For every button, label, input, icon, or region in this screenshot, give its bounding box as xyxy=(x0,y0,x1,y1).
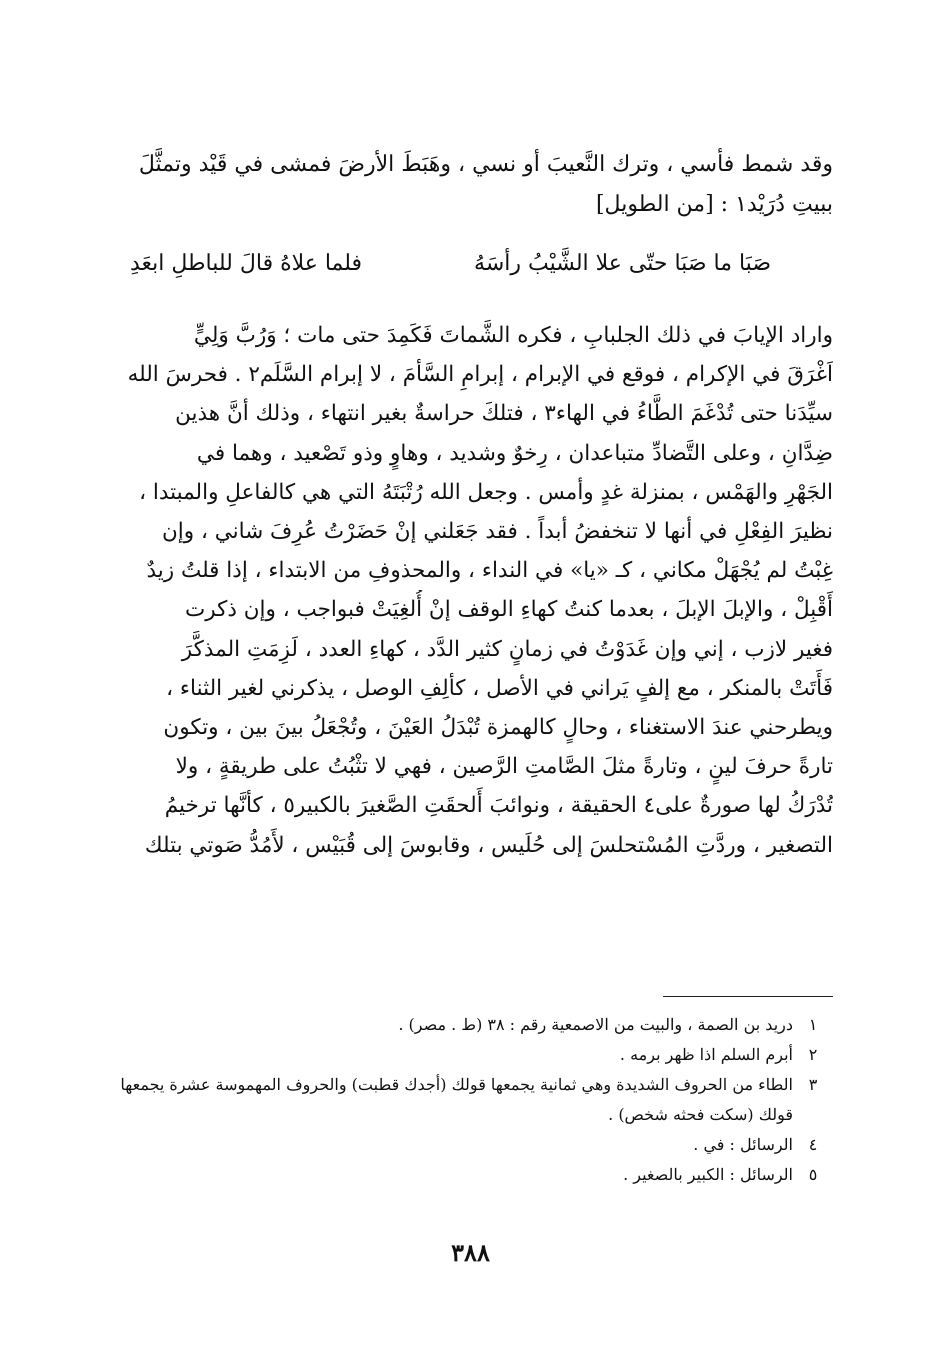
body-line: ويطرحني عندَ الاستغناء ، وحالٍ كالهمزة تُبْدَلُ العَيْنَ ، وتُجْعَلُ بينَ بين ، وتكون xyxy=(163,715,833,741)
body-line: نظيرَ الفِعْلِ في أنها لا تنخفضُ أبداً . فقد جَعَلني إنْ حَضَرْتُ عُرِفَ شاني ، وإن xyxy=(162,519,833,545)
body-line: أَقْبِلْ ، والإبلَ الإبلَ ، بعدما كنتُ كهاءِ الوقف إنْ أُلغِيَتْ فبواجب ، وإن ذكرت xyxy=(185,597,833,623)
page-number: ٣٨٨ xyxy=(451,1238,490,1267)
body-line: تارةً حرفَ لينٍ ، وتارةً مثلَ الصَّامتِ الرَّصين ، فهي لا تثْبُتُ على طريقةٍ ، ولا xyxy=(175,754,833,780)
footnote-separator xyxy=(663,996,833,997)
footnote-number: ٤ xyxy=(808,1135,818,1154)
footnotes xyxy=(108,1010,833,1190)
body-line: واراد الإيابَ في ذلك الجلبابِ ، فكره الشَّماتَ فَكَمِدَ حتى مات ؛ وَرُبَّ وَلِيٍّ xyxy=(193,323,833,348)
footnote xyxy=(108,1130,833,1160)
verse-first-hemistich: صَبَا ما صَبَا حتّى علا الشَّيْبُ رأسَهُ xyxy=(474,251,771,276)
footnote-text: الطاء من الحروف الشديدة وهي ثمانية يجمعها قولك (أجدك قطبت) والحروف المهموسة عشرة يجمعها قولك (سكت فحثه شخص) . xyxy=(120,1075,793,1124)
footnote-number: ٥ xyxy=(808,1165,818,1184)
body-line: فغير لازب ، إني وإن غَدَوْتُ في زمانٍ كثير الدَّد ، كهاءِ العدد ، لَزِمَتِ المذكَّرَ xyxy=(181,636,833,662)
footnote-number: ٢ xyxy=(808,1045,818,1064)
body-line: تُدْرَكُ لها صورةٌ على٤ الحقيقة ، ونوائبَ أَلحقَتِ الصَّغيرَ بالكبير٥ ، كأنَّها ترخيمُ xyxy=(164,793,833,819)
footnote xyxy=(108,1040,833,1070)
footnote xyxy=(108,1160,833,1190)
footnote-number: ٣ xyxy=(808,1075,818,1094)
footnote-number: ١ xyxy=(808,1015,818,1034)
body-line: الجَهْرِ والهَمْس ، بمنزلة غدٍ وأمس . وجعل الله رُتْبَتَهُ التي هي كالفاعلِ والمبتدا ، xyxy=(139,479,833,505)
footnote-text: دريد بن الصمة ، والبيت من الاصمعية رقم : ٣٨ (ط . مصر) . xyxy=(398,1015,793,1034)
poem-verse xyxy=(130,244,771,284)
body-line: فَأَتَتْ بالمنكر ، مع إلفٍ يَراني في الأصل ، كألِفِ الوصل ، يذكرني لغير الثناء ، xyxy=(166,675,833,701)
body-line: غِبْتُ لم يُجْهَلْ مكاني ، كـ «يا» في النداء ، والمحذوفِ من الابتداء ، إذا قلتُ زيدٌ xyxy=(146,558,833,584)
body-line: سيِّدَنا حتى تُدْغَمَ الطَّاءُ في الهاء٣ ، فتلكَ حراسةٌ بغير انتهاء ، وذلك أنَّ هذين xyxy=(175,401,833,427)
intro-line: وقد شمط فأسي ، وترك النَّعيبَ أو نسي ، وهَبَطَ الأرضَ فمشى في قَيْد وتمثَّلَ xyxy=(138,152,833,177)
footnote-text: الرسائل : الكبير بالصغير . xyxy=(623,1165,793,1184)
body-paragraph xyxy=(108,316,833,865)
body-line: ضِدَّانِ ، وعلى التَّضادِّ متباعدان ، رِخوٌ وشديد ، وهاوٍ وذو تَصْعيد ، وهما في xyxy=(196,440,833,466)
footnote-text: الرسائل : في . xyxy=(693,1135,793,1154)
footnote xyxy=(108,1070,833,1130)
intro-paragraph xyxy=(108,145,833,225)
footnote-text: أبرم السلم اذا ظهر برمه . xyxy=(619,1045,793,1064)
body-line: اَغْرَقَ في الإكرام ، فوقع في الإبرام ، إبرامِ السَّأمَ ، لا إبرام السَّلَم٢ . فحرسَ الله xyxy=(127,362,833,388)
body-line: التصغير ، وردَّتِ المُسْتحلسَ إلى حُلَيس ، وقابوسَ إلى قُبَيْس ، لأَمُدُّ صَوتي بتلك xyxy=(144,832,833,858)
intro-line: ببيتِ دُرَيْد١ : [من الطويل] xyxy=(595,192,833,217)
verse-second-hemistich: فلما علاهُ قالَ للباطلِ ابعَدِ xyxy=(130,251,363,276)
footnote xyxy=(108,1010,833,1040)
